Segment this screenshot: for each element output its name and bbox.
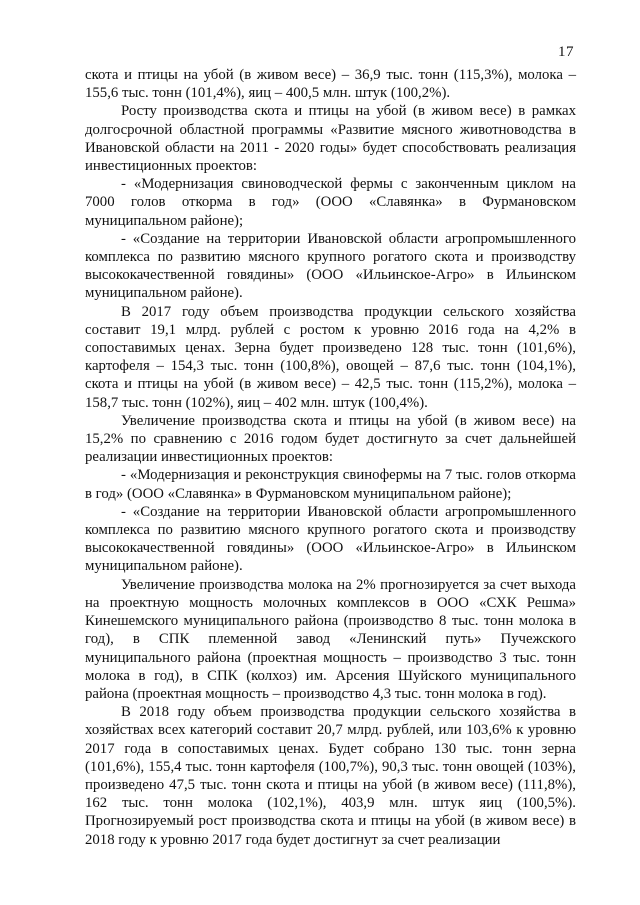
paragraph: Увеличение производства скота и птицы на убой (в живом весе) на 15,2% по сравнению с 2016 годом будет достигнуто за счет дальнейшей реализации инвестиционных проектов: <box>85 412 576 466</box>
paragraph: В 2017 году объем производства продукции сельского хозяйства составит 19,1 млрд. рублей с ростом к уровню 2016 года на 4,2% в сопоставимых ценах. Зерна будет произведено 128 тыс. тонн (101,6%), картофеля – 154,3 тыс. тонн (100,8%), овощей – 87,6 тыс. тонн (104,1%), скота и птицы на убой (в живом весе) – 42,5 тыс. тонн (115,2%), молока – 158,7 тыс. тонн (102%), яиц – 402 млн. штук (100,4%). <box>85 303 576 411</box>
list-item: - «Создание на территории Ивановской области агропромышленного комплекса по развитию мясного крупного рогатого скота и производству высококачественной говядины» (ООО «Ильинское-Агро» в Ильинском муниципальном районе). <box>85 503 576 575</box>
paragraph: В 2018 году объем производства продукции сельского хозяйства в хозяйствах всех категорий составит 20,7 млрд. рублей, или 103,6% к уровню 2017 года в сопоставимых ценах. Будет собрано 130 тыс. тонн зерна (101,6%), 155,4 тыс. тонн картофеля (100,7%), 90,3 тыс. тонн овощей (103%), произведено 47,5 тыс. тонн скота и птицы на убой (в живом весе) (111,8%), 162 тыс. тонн молока (102,1%), 403,9 млн. штук яиц (100,5%). Прогнозируемый рост производства скота и птицы на убой (в живом весе) в 2018 году к уровню 2017 года будет достигнут за счет реализации <box>85 704 576 848</box>
paragraph: скота и птицы на убой (в живом весе) – 36,9 тыс. тонн (115,3%), молока – 155,6 тыс. тонн (101,4%), яиц – 400,5 млн. штук (100,2%). <box>85 67 576 102</box>
paragraph: Росту производства скота и птицы на убой (в живом весе) в рамках долгосрочной областной программы «Развитие мясного животноводства в Ивановской области на 2011 - 2020 годы» будет способствовать реализация инвестиционных проектов: <box>85 103 576 175</box>
paragraph: Увеличение производства молока на 2% прогнозируется за счет выхода на проектную мощность молочных комплексов в ООО «СХК Решма» Кинешемского муниципального района (производство 8 тыс. тонн молока в год), в СПК племенной завод «Ленинский путь» Пучежского муниципального района (проектная мощность – производство 3 тыс. тонн молока в год), в СПК (колхоз) им. Арсения Шуйского муниципального района (проектная мощность – производство 4,3 тыс. тонн молока в год). <box>85 576 576 702</box>
list-item: - «Модернизация свиноводческой фермы с законченным циклом на 7000 голов откорма в год» (ООО «Славянка» в Фурмановском муниципальном районе); <box>85 176 576 229</box>
page-number: 17 <box>558 44 574 60</box>
list-item: - «Создание на территории Ивановской области агропромышленного комплекса по развитию мясного крупного рогатого скота и производству высококачественной говядины» (ООО «Ильинское-Агро» в Ильинском муниципальном районе). <box>85 230 576 302</box>
list-item: - «Модернизация и реконструкция свинофермы на 7 тыс. голов откорма в год» (ООО «Славянка» в Фурмановском муниципальном районе); <box>85 467 576 502</box>
body-text <box>85 66 576 849</box>
